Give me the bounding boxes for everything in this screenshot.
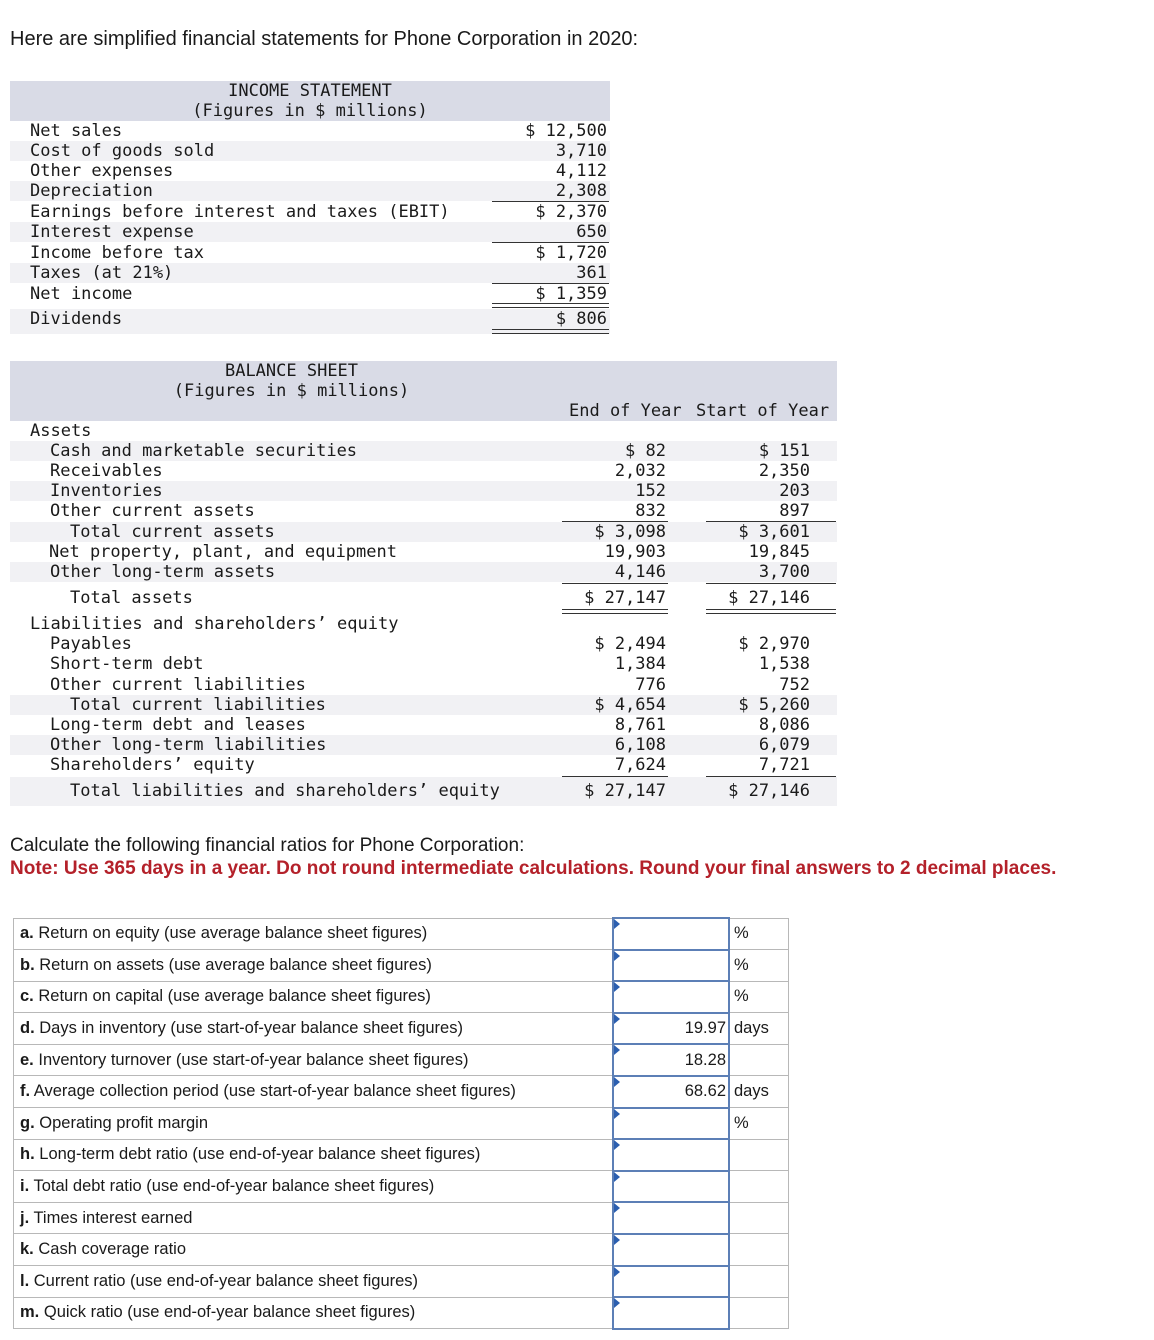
question-text [14, 1044, 614, 1076]
question-text [14, 1234, 614, 1266]
is-label: Depreciation [30, 181, 153, 201]
question-label: Operating profit margin [39, 1113, 209, 1132]
bs-section-label: Liabilities and shareholders’ equity [30, 614, 399, 634]
bs-label: Shareholders’ equity [50, 755, 255, 775]
question-label: Total debt ratio (use end-of-year balance sheet figures) [33, 1177, 435, 1196]
bs-end: $ 82 [625, 441, 666, 461]
is-value: $ 2,370 [535, 202, 607, 222]
question-row [14, 1139, 789, 1171]
is-label: Cost of goods sold [30, 141, 215, 161]
answer-unit: % [729, 1108, 789, 1140]
bs-label: Other long-term liabilities [50, 735, 327, 755]
total-double-rule [492, 329, 609, 334]
bs-start: 19,845 [748, 542, 810, 562]
question-row [14, 981, 789, 1013]
answer-input[interactable] [613, 1139, 729, 1171]
is-label: Net income [30, 284, 133, 304]
question-row [14, 1044, 789, 1076]
bs-label: Total current assets [70, 522, 275, 542]
question-text [14, 1013, 614, 1045]
bs-end: 2,032 [614, 461, 666, 481]
income-statement-subtitle: (Figures in $ millions) [192, 101, 428, 121]
question-letter: h. [20, 1145, 35, 1164]
is-value: 4,112 [555, 161, 607, 181]
is-value: $ 1,720 [535, 243, 607, 263]
question-note: Note: Use 365 days in a year. Do not round intermediate calculations. Round your final answers to 2 decimal places. [10, 858, 1057, 879]
answer-unit [729, 1044, 789, 1076]
bs-label: Net property, plant, and equipment [49, 542, 397, 562]
question-label: Long-term debt ratio (use end-of-year balance sheet figures) [39, 1145, 481, 1164]
question-text [14, 1108, 614, 1140]
question-label: Cash coverage ratio [38, 1240, 187, 1259]
question-letter: e. [20, 1050, 34, 1069]
question-letter: i. [20, 1177, 30, 1196]
question-text [14, 1076, 614, 1108]
question-text [14, 1171, 614, 1203]
is-value: $ 12,500 [525, 121, 607, 141]
bs-label: Inventories [50, 481, 163, 501]
ratio-answer-table [13, 917, 789, 1330]
question-letter: d. [20, 1019, 35, 1038]
question-label: Average collection period (use start-of-year balance sheet figures) [33, 1082, 516, 1101]
total-double-rule [492, 303, 609, 308]
bs-start: $ 5,260 [738, 695, 810, 715]
bs-end: 8,761 [614, 715, 666, 735]
question-row [14, 1234, 789, 1266]
is-value: 361 [576, 263, 607, 283]
intro-text: Here are simplified financial statements for Phone Corporation in 2020: [10, 28, 639, 50]
is-label: Dividends [30, 309, 123, 329]
question-label: Days in inventory (use start-of-year balance sheet figures) [39, 1019, 463, 1038]
question-label: Quick ratio (use end-of-year balance sheet figures) [43, 1303, 416, 1322]
is-label: Net sales [30, 121, 123, 141]
bs-start: 1,538 [758, 654, 810, 674]
question-letter: c. [20, 987, 34, 1006]
answer-unit [729, 1171, 789, 1203]
question-text [14, 1297, 614, 1329]
answer-input[interactable] [613, 950, 729, 982]
question-label: Times interest earned [33, 1208, 193, 1227]
question-label: Inventory turnover (use start-of-year balance sheet figures) [38, 1050, 469, 1069]
question-letter: k. [20, 1240, 34, 1259]
question-label: Return on assets (use average balance sheet figures) [39, 955, 432, 974]
answer-input[interactable] [613, 918, 729, 950]
bs-label: Receivables [50, 461, 163, 481]
balance-sheet-header [10, 361, 837, 421]
answer-unit [729, 1297, 789, 1329]
question-text [14, 950, 614, 982]
answer-input[interactable] [613, 1234, 729, 1266]
is-label: Income before tax [30, 243, 204, 263]
bs-end: 7,624 [614, 755, 666, 775]
subtotal-rule [562, 583, 668, 584]
balance-sheet-subtitle: (Figures in $ millions) [173, 381, 410, 401]
answer-unit [729, 1139, 789, 1171]
question-text [14, 1139, 614, 1171]
bs-label: Payables [50, 634, 132, 654]
is-value: $ 806 [555, 309, 607, 329]
bs-end: 1,384 [614, 654, 666, 674]
answer-input[interactable] [613, 1297, 729, 1329]
bs-end: $ 27,147 [584, 781, 666, 801]
question-row [14, 1108, 789, 1140]
answer-input[interactable] [613, 981, 729, 1013]
bs-start: $ 27,146 [728, 781, 810, 801]
question-letter: g. [20, 1113, 35, 1132]
bs-end: 776 [635, 675, 666, 695]
question-row [14, 1013, 789, 1045]
answer-unit [729, 1234, 789, 1266]
question-letter: a. [20, 924, 34, 943]
question-text [14, 1202, 614, 1234]
answer-input[interactable] [613, 1266, 729, 1298]
answer-unit [729, 1266, 789, 1298]
bs-end: 152 [635, 481, 666, 501]
bs-start: 2,350 [758, 461, 810, 481]
question-label: Return on equity (use average balance sheet figures) [38, 924, 428, 943]
question-letter: m. [20, 1303, 40, 1322]
question-text [14, 1266, 614, 1298]
answer-input[interactable]: 19.97 [613, 1013, 729, 1045]
bs-end: $ 4,654 [594, 695, 666, 715]
answer-input[interactable]: 18.28 [613, 1044, 729, 1076]
bs-start: 6,079 [758, 735, 810, 755]
answer-input[interactable] [613, 1202, 729, 1234]
question-letter: f. [20, 1082, 31, 1101]
is-label: Other expenses [30, 161, 174, 181]
bs-label: Other current assets [50, 501, 255, 521]
bs-end: 6,108 [614, 735, 666, 755]
bs-start: $ 151 [758, 441, 810, 461]
bs-end: $ 3,098 [594, 522, 666, 542]
bs-end: 19,903 [604, 542, 666, 562]
answer-unit [729, 1202, 789, 1234]
bs-start: 752 [779, 675, 810, 695]
question-row [14, 1297, 789, 1329]
is-value: 2,308 [555, 181, 607, 201]
col-end-of-year: End of Year [569, 401, 682, 421]
is-value: 3,710 [555, 141, 607, 161]
subtotal-rule [706, 583, 836, 584]
bs-label: Long-term debt and leases [50, 715, 306, 735]
answer-unit: % [729, 950, 789, 982]
bs-start: 3,700 [758, 562, 810, 582]
bs-label: Other current liabilities [50, 675, 306, 695]
is-label: Earnings before interest and taxes (EBIT) [30, 202, 450, 222]
bs-label: Total liabilities and shareholders’ equity [70, 781, 500, 801]
income-statement-title: INCOME STATEMENT [228, 81, 392, 101]
answer-input[interactable] [613, 1108, 729, 1140]
question-row [14, 1171, 789, 1203]
question-label: Return on capital (use average balance sheet figures) [38, 987, 431, 1006]
is-value: 650 [576, 222, 607, 242]
is-label: Interest expense [30, 222, 194, 242]
balance-sheet-title: BALANCE SHEET [224, 361, 359, 381]
question-row [14, 918, 789, 950]
question-letter: l. [20, 1271, 30, 1290]
question-row [14, 1076, 789, 1108]
question-row [14, 1266, 789, 1298]
bs-end: $ 27,147 [584, 588, 666, 608]
question-text [14, 981, 614, 1013]
income-statement-header [10, 81, 610, 121]
bs-start: $ 27,146 [728, 588, 810, 608]
bs-start: $ 2,970 [738, 634, 810, 654]
bs-end: 4,146 [614, 562, 666, 582]
col-start-of-year: Start of Year [696, 401, 830, 421]
answer-input[interactable] [613, 1171, 729, 1203]
question-text [14, 918, 614, 950]
bs-label: Short-term debt [50, 654, 204, 674]
question-letter: b. [20, 955, 35, 974]
bs-section-label: Assets [30, 421, 92, 441]
question-row [14, 1202, 789, 1234]
answer-unit: % [729, 918, 789, 950]
is-label: Taxes (at 21%) [30, 263, 174, 283]
question-prompt: Calculate the following financial ratios for Phone Corporation: [10, 835, 525, 856]
question-label: Current ratio (use end-of-year balance sheet figures) [33, 1271, 419, 1290]
bs-start: 7,721 [758, 755, 810, 775]
bs-label: Total assets [70, 588, 193, 608]
bs-label: Cash and marketable securities [50, 441, 358, 461]
bs-start: 8,086 [758, 715, 810, 735]
question-letter: j. [20, 1208, 30, 1227]
answer-unit: % [729, 981, 789, 1013]
answer-unit: days [729, 1076, 789, 1108]
bs-start: 897 [779, 501, 810, 521]
bs-label: Total current liabilities [70, 695, 326, 715]
answer-unit: days [729, 1013, 789, 1045]
bs-start: 203 [779, 481, 810, 501]
bs-start: $ 3,601 [738, 522, 810, 542]
bs-end: 832 [635, 501, 666, 521]
answer-input[interactable]: 68.62 [613, 1076, 729, 1108]
is-value: $ 1,359 [535, 284, 607, 304]
question-row [14, 950, 789, 982]
bs-end: $ 2,494 [594, 634, 666, 654]
bs-label: Other long-term assets [50, 562, 276, 582]
